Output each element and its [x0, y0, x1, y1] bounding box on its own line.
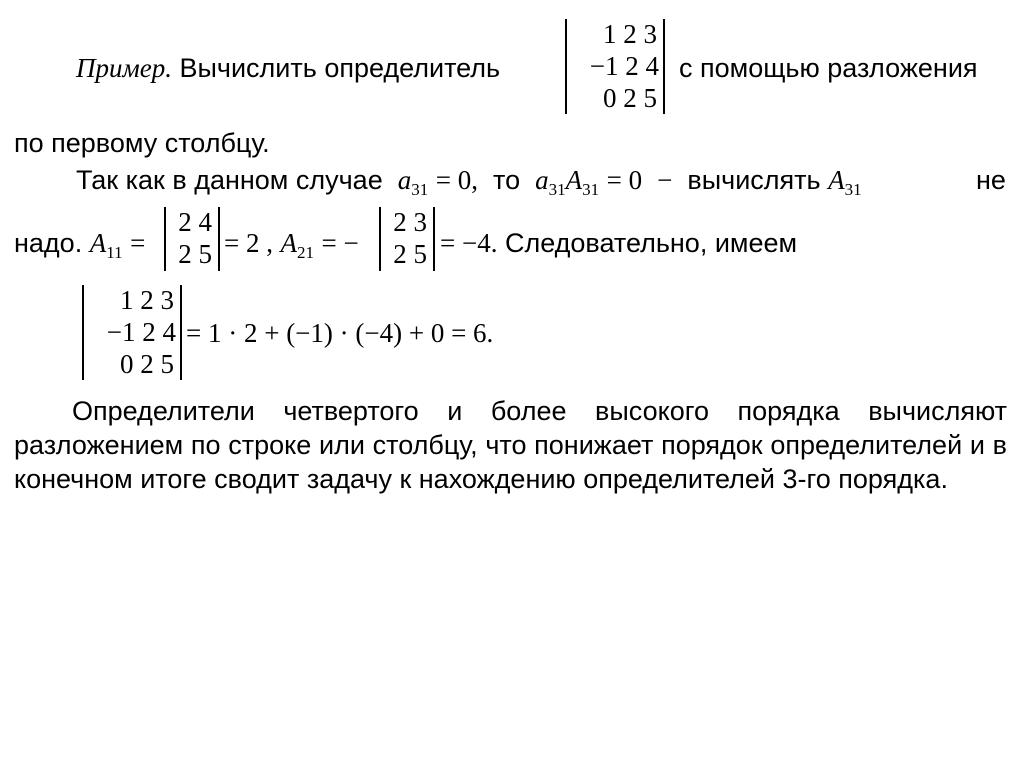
closing-paragraph: [14, 394, 1007, 496]
A11-var: A: [89, 228, 107, 258]
minor-11: [164, 207, 220, 271]
paragraph-text: Определители четвертого и более высокого порядка вычисляют разложением по строке или столбцу, что понижает порядок определителей и в конечном итоге сводит задачу к нахождению определителей 3-го порядка.: [14, 396, 1007, 494]
expansion-determinant: [82, 285, 182, 380]
statement-t3: вычислять: [687, 165, 821, 195]
a31-var: a: [397, 165, 412, 195]
cofactor-t1: надо.: [14, 228, 83, 258]
A31-sub: 31: [582, 180, 600, 199]
res1: = 2 ,: [224, 228, 273, 258]
A21-sub: 21: [297, 243, 314, 262]
minor-21-row2: 2 5: [393, 239, 427, 269]
example-text-after: с помощью разложения: [679, 53, 978, 83]
statement-t2: то: [493, 165, 521, 195]
cofactor-t2: Следовательно, имеем: [504, 228, 798, 258]
cofactor-line-start: [14, 228, 145, 268]
dash: −: [657, 165, 673, 195]
res2: = −4.: [440, 228, 498, 258]
A11-sub: 11: [106, 243, 123, 262]
example-continuation: по первому столбцу.: [14, 128, 270, 158]
A21-eq: = −: [321, 228, 359, 258]
main-det-row3: 0 2 5: [603, 83, 657, 113]
statement-t4: не: [976, 165, 1006, 195]
statement-t1: Так как в данном случае: [76, 165, 383, 195]
A31-var-2: A: [828, 165, 845, 195]
a31-sub-2: 31: [548, 180, 566, 199]
statement-line: [76, 165, 862, 205]
minor-11-row2: 2 5: [178, 239, 212, 269]
cofactor-line-mid: [224, 228, 359, 268]
example-text-before: Вычислить определитель: [179, 53, 501, 83]
minor-21: [379, 207, 435, 271]
eq-zero-2: = 0: [606, 165, 643, 195]
A21-var: A: [280, 228, 297, 258]
a31-sub: 31: [411, 180, 429, 199]
exp-det-row2: −1 2 4: [106, 317, 176, 347]
minor-21-row1: 2 3: [393, 207, 427, 237]
eq-zero-1: = 0,: [435, 165, 478, 195]
example-label: Пример.: [76, 53, 172, 83]
A11-eq: =: [130, 228, 146, 258]
main-determinant: [565, 19, 665, 114]
a31-var-2: a: [535, 165, 549, 195]
example-line: [76, 53, 500, 83]
main-det-row1: 1 2 3: [603, 19, 657, 49]
A31-sub-2: 31: [844, 180, 862, 199]
expansion-result: = 1 · 2 + (−1) · (−4) + 0 = 6.: [186, 318, 494, 348]
A31-var: A: [565, 165, 583, 195]
exp-det-row3: 0 2 5: [120, 349, 174, 379]
minor-11-row1: 2 4: [178, 207, 212, 237]
exp-det-row1: 1 2 3: [120, 285, 174, 315]
cofactor-line-end: [440, 228, 797, 258]
main-det-row2: −1 2 4: [589, 51, 659, 81]
